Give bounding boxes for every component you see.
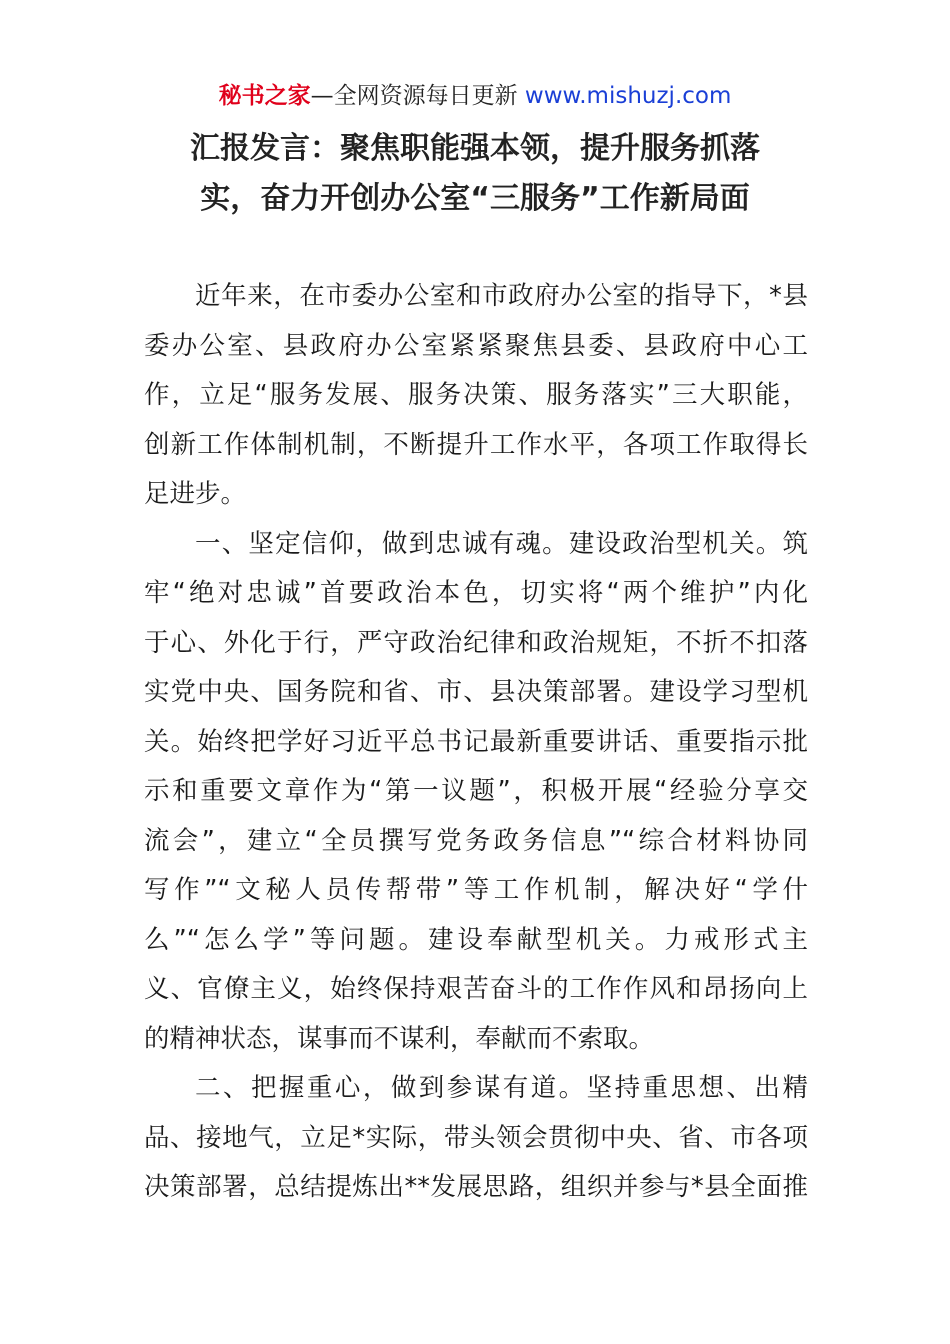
text-line: 创新工作体制机制，不断提升工作水平，各项工作取得长 — [144, 429, 808, 460]
text-line: 决策部署，总结提炼出**发展思路，组织并参与*县全面推 — [144, 1172, 808, 1202]
text-line: 流会”，建立“全员撰写党务政务信息”“综合材料协同 — [144, 825, 808, 856]
text-line: 义、官僚主义，始终保持艰苦奋斗的工作作风和昂扬向上 — [144, 974, 808, 1004]
document-body — [144, 272, 808, 1213]
text-line: 的精神状态，谋事而不谋利，奉献而不索取。 — [144, 1023, 655, 1054]
site-brand: 秘书之家 — [218, 83, 311, 109]
title-line: 汇报发言：聚焦职能强本领，提升服务抓落 — [190, 131, 760, 166]
text-line: 写作”“文秘人员传帮带”等工作机制，解决好“学什 — [144, 875, 808, 905]
text-line: 一、坚定信仰，做到忠诚有魂。建设政治型机关。筑 — [195, 528, 808, 559]
site-tagline: —全网资源每日更新 — [310, 83, 525, 109]
text-line: 牢“绝对忠诚”首要政治本色，切实将“两个维护”内化 — [144, 578, 808, 608]
text-line: 示和重要文章作为“第一议题”，积极开展“经验分享交 — [144, 776, 808, 806]
text-line: 品、接地气，立足*实际，带头领会贯彻中央、省、市各项 — [144, 1122, 808, 1153]
text-line: 近年来，在市委办公室和市政府办公室的指导下，*县 — [195, 281, 808, 311]
site-header — [0, 80, 950, 112]
text-line: 实党中央、国务院和省、市、县决策部署。建设学习型机 — [144, 677, 808, 707]
text-line: 足进步。 — [144, 479, 247, 509]
text-line: 关。始终把学好习近平总书记最新重要讲话、重要指示批 — [144, 726, 808, 757]
text-line: 二、把握重心，做到参谋有道。坚持重思想、出精 — [195, 1073, 808, 1103]
site-url[interactable]: www.mishuzj.com — [524, 83, 732, 109]
text-line: 作，立足“服务发展、服务决策、服务落实”三大职能， — [144, 380, 808, 410]
document-title — [120, 124, 830, 224]
title-line: 实，奋力开创办公室“三服务”工作新局面 — [200, 181, 750, 216]
text-line: 于心、外化于行，严守政治纪律和政治规矩，不折不扣落 — [144, 627, 808, 658]
text-line: 么”“怎么学”等问题。建设奉献型机关。力戒形式主 — [144, 924, 808, 955]
text-line: 委办公室、县政府办公室紧紧聚焦县委、县政府中心工 — [144, 330, 808, 361]
